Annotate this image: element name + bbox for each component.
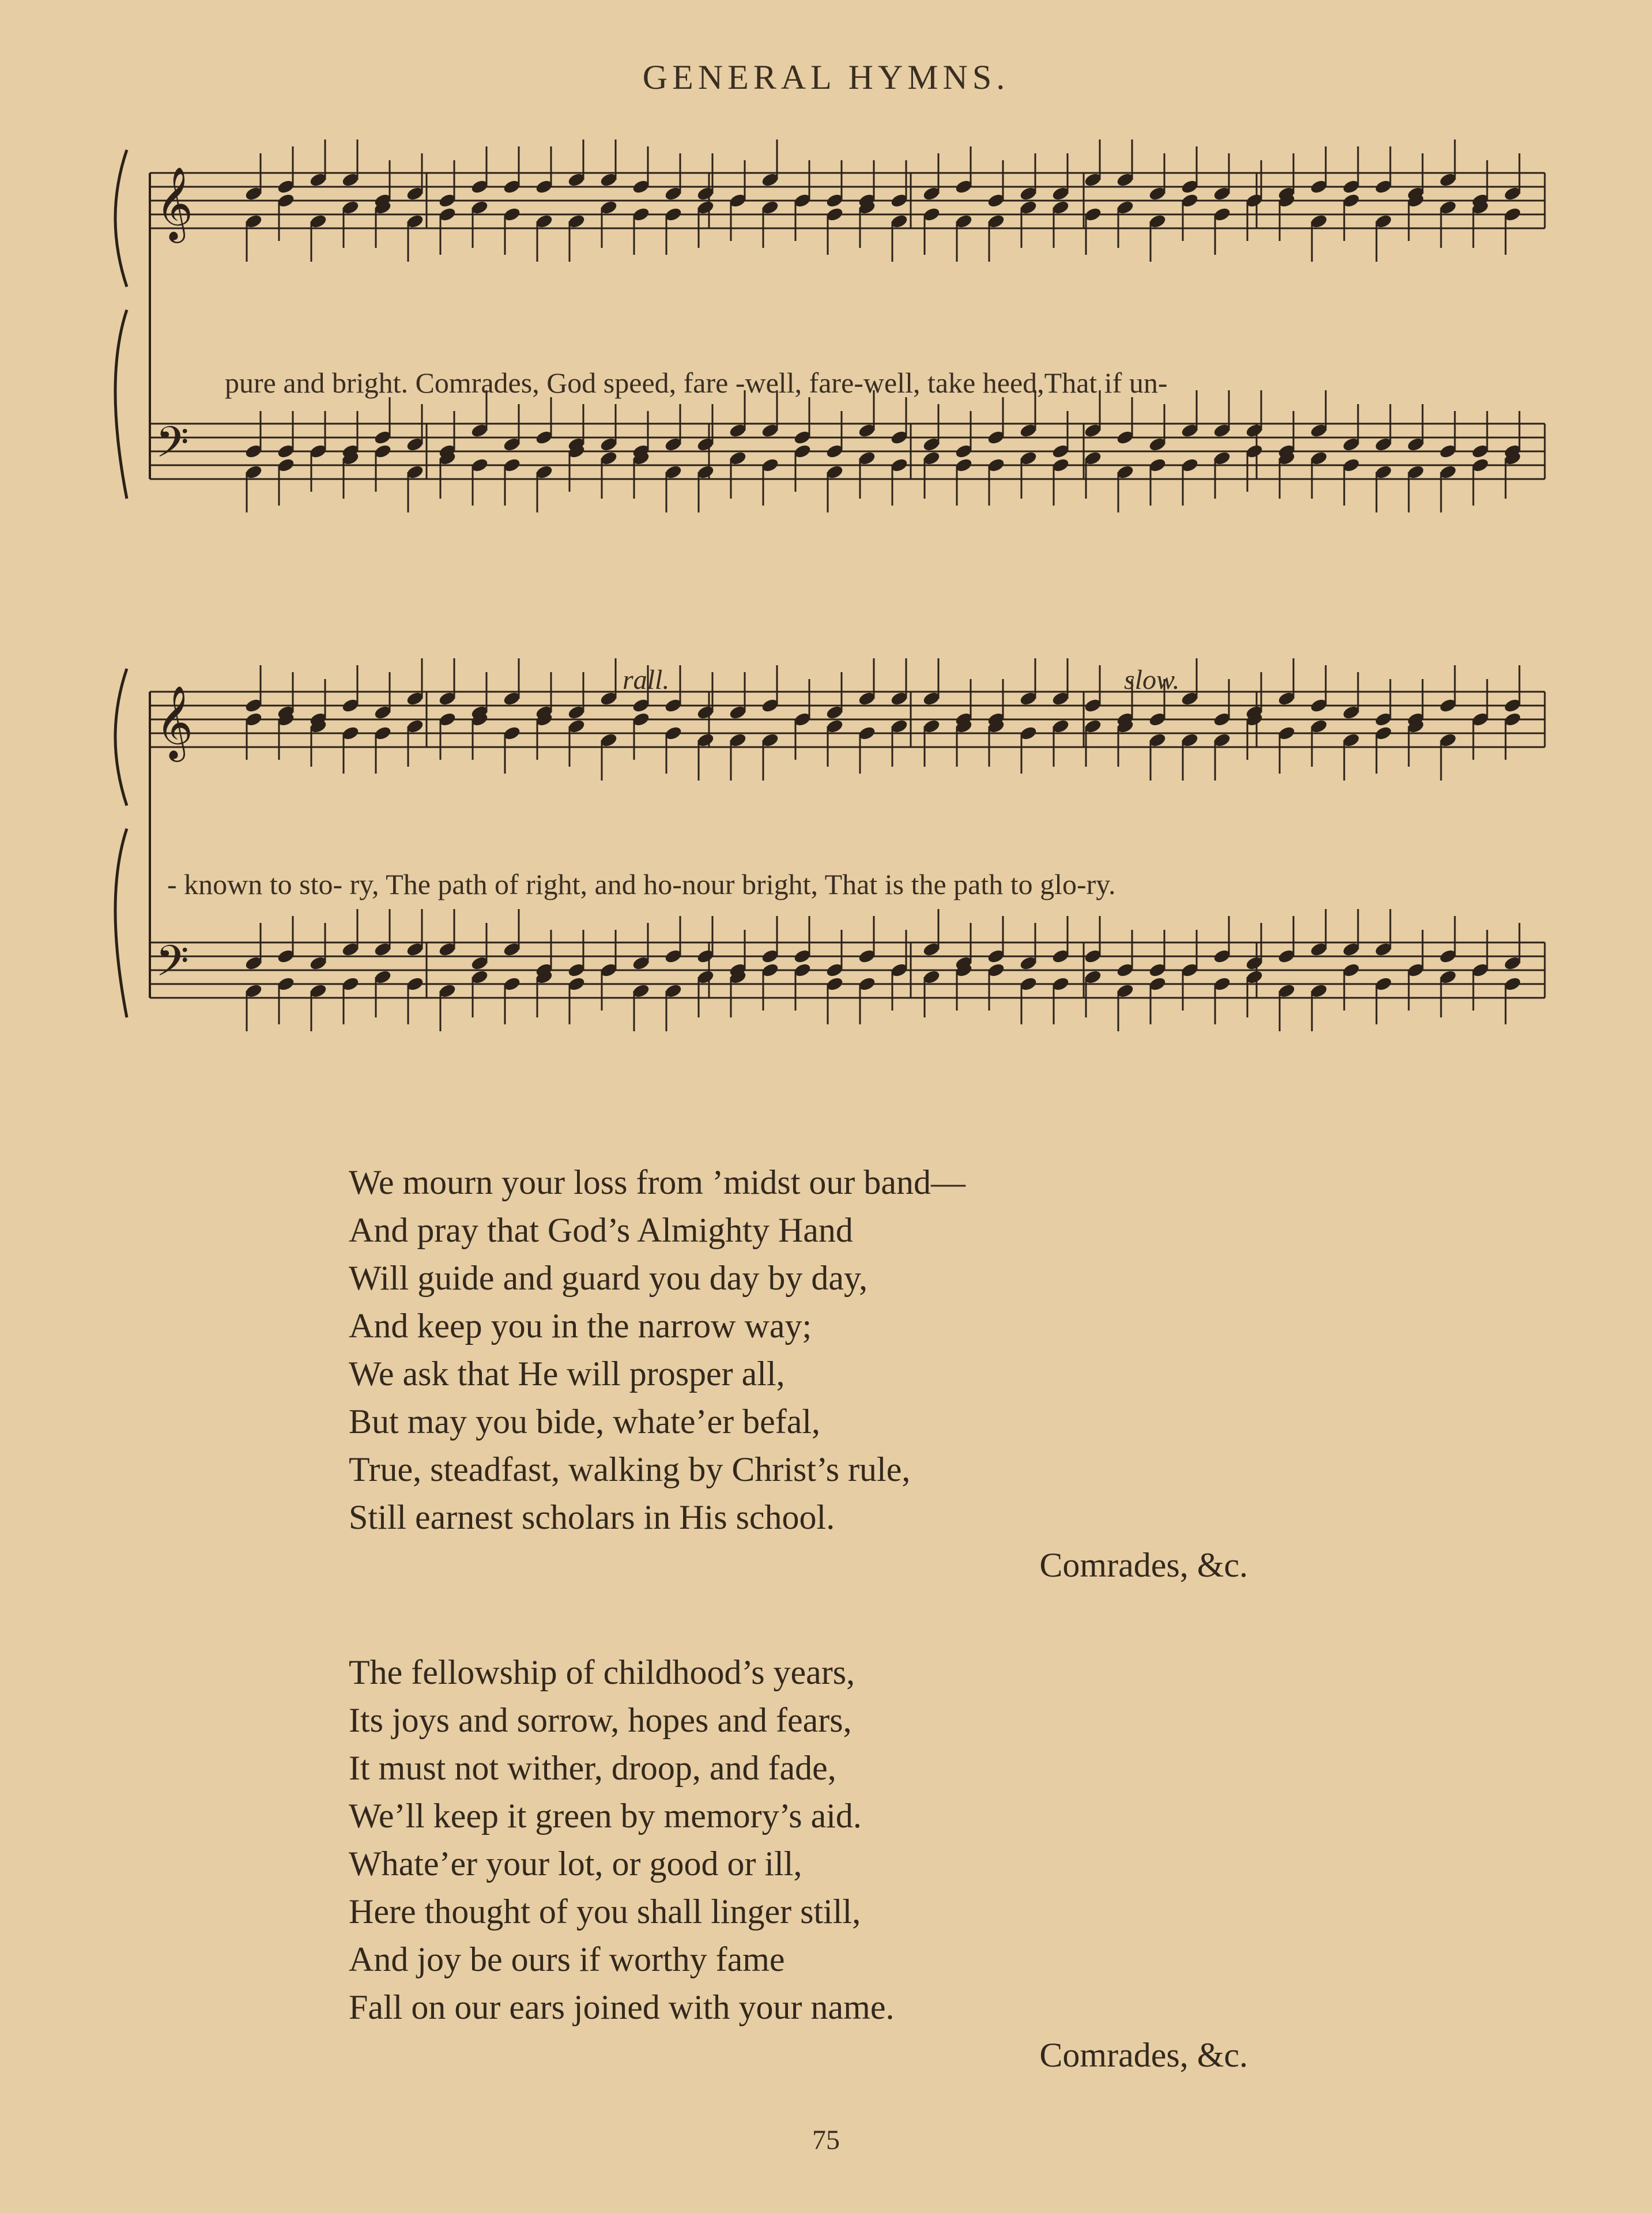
page-title: GENERAL HYMNS. <box>642 58 1010 96</box>
brace <box>115 669 127 806</box>
verse-line: Fall on our ears joined with your name. <box>349 1988 895 2026</box>
page-number: 75 <box>812 2125 840 2155</box>
verse-line: We mourn your loss from ’midst our band— <box>349 1163 966 1201</box>
lyric-line-2: - known to sto- ry, The path of right, and ho-nour bright, That is the path to glo-ry. <box>167 868 1116 900</box>
brace <box>115 829 127 1018</box>
verse-line: Will guide and guard you day by day, <box>349 1259 868 1297</box>
verse-line: Still earnest scholars in His school. <box>349 1498 835 1536</box>
staff-notation <box>104 138 1556 576</box>
verse-line: We ask that He will prosper all, <box>349 1355 785 1393</box>
verse-line: Whate’er your lot, or good or ill, <box>349 1845 802 1883</box>
bass-clef-icon: 𝄢 <box>156 417 189 478</box>
verse-line: And keep you in the narrow way; <box>349 1307 812 1345</box>
verse-line: The fellowship of childhood’s years, <box>349 1653 855 1691</box>
brace <box>115 310 127 499</box>
refrain-cue: Comrades, &c. <box>1039 1546 1248 1584</box>
verse-2 <box>349 1649 1248 2079</box>
verse-line: It must not wither, droop, and fade, <box>349 1749 836 1787</box>
verse-line: True, steadfast, walking by Christ’s rule, <box>349 1450 911 1488</box>
treble-clef-icon: 𝄞 <box>156 166 194 240</box>
music-system-2 <box>104 657 1556 1095</box>
tempo-marking-rall: rall. <box>623 665 670 695</box>
verse-line: And joy be ours if worthy fame <box>349 1940 785 1978</box>
treble-clef-icon: 𝄞 <box>156 685 194 759</box>
refrain-cue: Comrades, &c. <box>1039 2036 1248 2074</box>
verse-line: Its joys and sorrow, hopes and fears, <box>349 1701 852 1739</box>
verse-1 <box>349 1159 1248 1589</box>
brace <box>115 150 127 287</box>
tempo-marking-slow: slow. <box>1124 665 1180 695</box>
bass-clef-icon: 𝄢 <box>156 936 189 997</box>
lyric-line-1: pure and bright. Comrades, God speed, fare -well, fare-well, take heed,That if un- <box>225 367 1168 399</box>
verse-line: But may you bide, whate’er befal, <box>349 1403 821 1441</box>
verse-line: We’ll keep it green by memory’s aid. <box>349 1797 862 1835</box>
music-system-1 <box>104 138 1556 576</box>
verse-line: Here thought of you shall linger still, <box>349 1892 861 1931</box>
verse-line: And pray that God’s Almighty Hand <box>349 1211 853 1249</box>
